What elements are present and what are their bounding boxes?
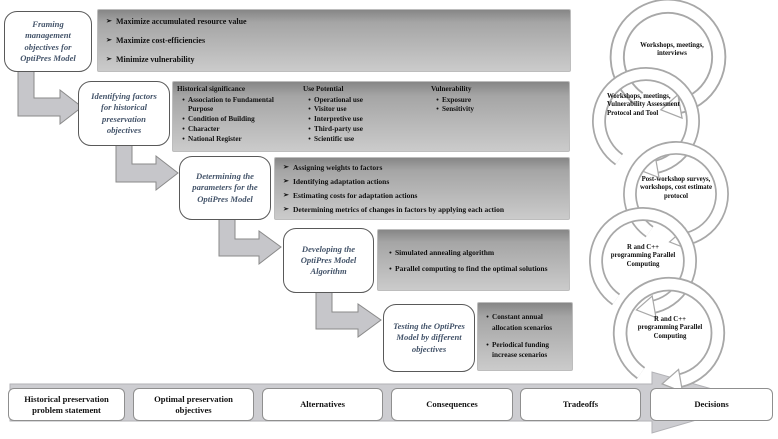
arrow-bullet-icon: ➢ [283, 205, 289, 214]
dot-bullet-icon: • [308, 124, 311, 133]
stage-box-testing: Testing the OptiPres Model by different objectives [383, 304, 475, 372]
stage-box-determining: Determining the parameters for the OptiPres Model [179, 156, 271, 220]
parameter-text: Determining metrics of changes in factors by applying each action [293, 205, 505, 215]
parameter-item [283, 191, 561, 200]
stage-box-identifying: Identifying factors for historical preservation objectives [78, 81, 170, 146]
scenario-item [483, 340, 567, 361]
cycle-label-4: R and C++ programming Parallel Computing [610, 244, 676, 268]
cycle-label-1: Workshops, meetings, interviews [640, 42, 704, 58]
connector-arrow-2 [116, 144, 178, 190]
goal-text: Maximize cost-efficiencies [116, 35, 206, 45]
connector-arrow-4 [316, 291, 381, 337]
goal-item [106, 17, 562, 26]
dot-bullet-icon: • [486, 340, 489, 349]
stage-box-developing: Developing the OptiPres Model Algorithm [283, 228, 374, 293]
panel-factors [172, 81, 570, 152]
dot-bullet-icon: • [389, 247, 392, 257]
parameter-text: Estimating costs for adaptation actions [293, 191, 418, 201]
cycle-label-2: Workshops, meetings, Vulnerability Assessment Protocol and Tool [607, 93, 680, 117]
cycle-label-3: Post-workshop surveys, workshops, cost estimate protocol [640, 176, 712, 200]
factor-text: National Register [188, 134, 242, 143]
step-consequences: Consequences [391, 388, 513, 421]
dot-bullet-icon: • [486, 313, 489, 322]
panel-management-objectives [97, 9, 571, 72]
connector-arrow-3 [219, 219, 281, 264]
connector-arrow-1 [18, 70, 82, 124]
factor-item [179, 135, 299, 145]
factor-item [179, 115, 299, 125]
factor-text: Sensitivity [442, 105, 474, 114]
factor-text: Exposure [442, 95, 472, 104]
factor-item [305, 135, 427, 145]
parameter-item [283, 205, 561, 214]
goal-text: Minimize vulnerability [116, 54, 195, 64]
dot-bullet-icon: • [308, 105, 311, 114]
arrow-bullet-icon: ➢ [283, 191, 289, 200]
factor-text: Third-party use [314, 124, 363, 133]
panel-parameters [274, 157, 570, 220]
dot-bullet-icon: • [182, 134, 185, 143]
factor-text: Visitor use [314, 105, 347, 114]
goal-item [106, 55, 562, 64]
step-problem-statement: Historical preservation problem statement [8, 388, 125, 421]
arrow-bullet-icon: ➢ [106, 16, 112, 25]
factor-item [179, 125, 299, 135]
column-header: Use Potential [303, 85, 344, 93]
parameter-text: Assigning weights to factors [293, 162, 383, 172]
arrow-bullet-icon: ➢ [106, 35, 112, 44]
arrow-bullet-icon: ➢ [283, 162, 289, 171]
parameter-item [283, 177, 561, 186]
factor-text: Interpretive use [314, 115, 363, 124]
step-alternatives: Alternatives [262, 388, 383, 421]
panel-testing-scenarios [477, 302, 573, 371]
dot-bullet-icon: • [182, 115, 185, 124]
arrow-bullet-icon: ➢ [106, 54, 112, 63]
factor-item [305, 96, 427, 106]
parameter-item [283, 163, 561, 172]
scenario-item [483, 312, 567, 333]
dot-bullet-icon: • [308, 115, 311, 124]
step-tradeoffs: Tradeoffs [520, 388, 641, 421]
parameter-text: Identifying adaptation actions [293, 176, 390, 186]
cycle-label-5: R and C++ programming Parallel Computing [637, 316, 703, 340]
panel-algorithm [377, 229, 570, 291]
factor-item [305, 115, 427, 125]
dot-bullet-icon: • [308, 95, 311, 104]
stage-box-framing: Framing management objectives for OptiPres Model [4, 11, 92, 72]
dot-bullet-icon: • [436, 105, 439, 114]
goal-text: Maximize accumulated resource value [116, 16, 247, 26]
scenario-text: Periodical funding increase scenarios [492, 340, 549, 360]
dot-bullet-icon: • [436, 95, 439, 104]
algorithm-text: Simulated annealing algorithm [395, 247, 495, 257]
scenario-text: Constant annual allocation scenarios [492, 313, 553, 332]
factor-item [305, 105, 427, 115]
factor-column-historical [177, 85, 303, 148]
column-header: Historical significance [177, 85, 246, 93]
step-optimal-objectives: Optimal preservation objectives [133, 388, 254, 421]
dot-bullet-icon: • [389, 263, 392, 273]
algorithm-item [386, 248, 561, 257]
dot-bullet-icon: • [182, 124, 185, 133]
factor-text: Association to Fundamental Purpose [188, 95, 274, 114]
factor-column-vulnerability [431, 85, 563, 148]
factor-item [433, 96, 559, 106]
factor-item [433, 105, 559, 115]
factor-text: Character [188, 124, 220, 133]
algorithm-item [386, 264, 561, 273]
factor-column-use [303, 85, 431, 148]
algorithm-text: Parallel computing to find the optimal solutions [395, 263, 548, 273]
factor-text: Condition of Building [188, 115, 255, 124]
step-decisions: Decisions [650, 388, 773, 421]
dot-bullet-icon: • [308, 134, 311, 143]
goal-item [106, 36, 562, 45]
factor-item [179, 96, 299, 115]
arrow-bullet-icon: ➢ [283, 176, 289, 185]
factor-text: Operational use [314, 95, 363, 104]
factor-text: Scientific use [314, 134, 355, 143]
factor-item [305, 125, 427, 135]
column-header: Vulnerability [431, 85, 472, 93]
dot-bullet-icon: • [182, 95, 185, 104]
